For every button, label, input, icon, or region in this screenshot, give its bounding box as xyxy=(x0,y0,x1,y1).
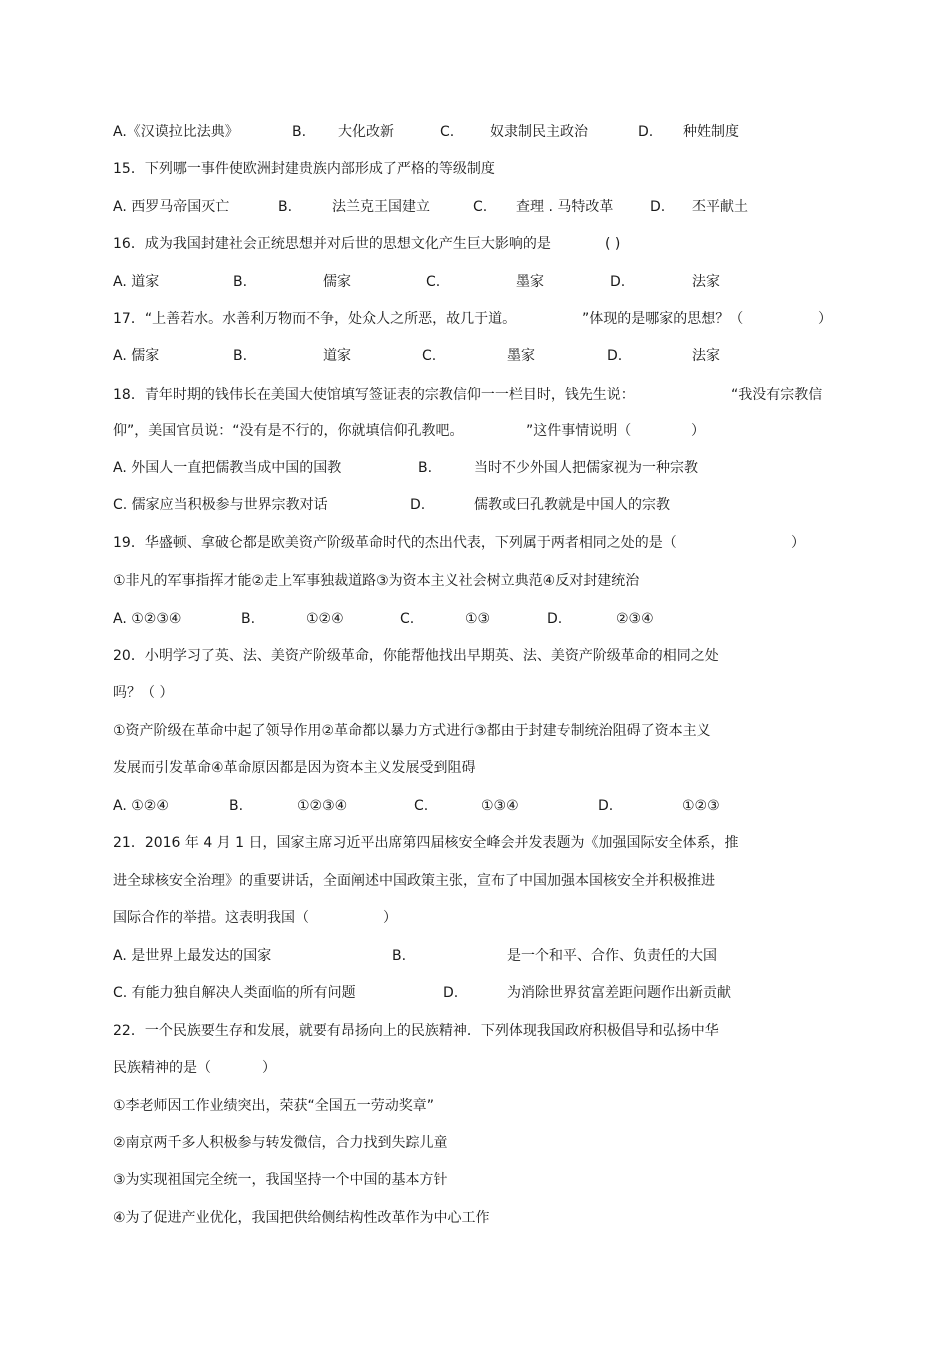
option-part: D. xyxy=(610,274,626,290)
line-q22-stem-2 xyxy=(0,1057,950,1079)
line-q18-stem-2 xyxy=(0,420,950,442)
question-stem-text: 22．一个民族要生存和发展，就要有昂扬向上的民族精神．下列体现我国政府积极倡导和弘扬中华 xyxy=(113,1023,719,1039)
option-part: A. ①②④ xyxy=(113,798,169,814)
option-part: C. 儒家应当积极参与世界宗教对话 xyxy=(113,497,328,513)
question-stem-text: 16．成为我国封建社会正统思想并对后世的思想文化产生巨大影响的是 xyxy=(113,236,551,252)
option-part: 法兰克王国建立 xyxy=(332,199,430,215)
option-part: D. xyxy=(607,348,623,364)
option-part: 法家 xyxy=(692,348,720,364)
option-part: C. xyxy=(440,124,455,140)
line-q20-stem-2 xyxy=(0,682,950,704)
option-part: D. xyxy=(638,124,654,140)
option-part: 奴隶制民主政治 xyxy=(490,124,588,140)
option-part: D. xyxy=(410,497,426,513)
option-part: C. xyxy=(414,798,429,814)
line-q14-options xyxy=(0,121,950,143)
statement-text: ④为了促进产业优化，我国把供给侧结构性改革作为中心工作 xyxy=(113,1210,490,1226)
option-part: A. ①②③④ xyxy=(113,611,182,627)
line-q19-statements xyxy=(0,570,950,592)
answer-bracket: ） xyxy=(383,910,397,926)
option-part: A. 外国人一直把儒教当成中国的国教 xyxy=(113,460,342,476)
option-part: 法家 xyxy=(692,274,720,290)
option-part: B. xyxy=(418,460,433,476)
question-stem-text: 国际合作的举措。这表明我国（ xyxy=(113,910,309,926)
line-q18-options-1 xyxy=(0,457,950,479)
option-part: D. xyxy=(443,985,459,1001)
line-q16-stem xyxy=(0,233,950,255)
option-part: 当时不少外国人把儒家视为一种宗教 xyxy=(474,460,698,476)
statement-text: ①资产阶级在革命中起了领导作用②革命都以暴力方式进行③都由于封建专制统治阻碍了资本主义 xyxy=(113,723,711,739)
option-part: 丕平献土 xyxy=(692,199,748,215)
line-q20-options xyxy=(0,795,950,817)
line-q18-stem-1 xyxy=(0,384,950,406)
answer-bracket: ） xyxy=(818,311,832,327)
option-part: A. 道家 xyxy=(113,274,160,290)
answer-bracket: ”这件事情说明（ xyxy=(526,423,632,439)
statement-text: 发展而引发革命④革命原因都是因为资本主义发展受到阻碍 xyxy=(113,760,476,776)
question-stem-text: 19．华盛顿、拿破仑都是欧美资产阶级革命时代的杰出代表，下列属于两者相同之处的是（ xyxy=(113,535,677,551)
question-stem-text: 进全球核安全治理》的重要讲话，全面阐述中国政策主张，宣布了中国加强本国核安全并积极推进 xyxy=(113,873,715,889)
line-q22-statement-1 xyxy=(0,1095,950,1117)
option-part: A. 是世界上最发达的国家 xyxy=(113,948,272,964)
option-part: A. 儒家 xyxy=(113,348,160,364)
answer-bracket: ( ) xyxy=(605,236,621,252)
option-part: C. xyxy=(422,348,437,364)
line-q22-stem-1 xyxy=(0,1020,950,1042)
line-q22-statement-4 xyxy=(0,1207,950,1229)
option-part: D. xyxy=(547,611,563,627)
option-part: B. xyxy=(241,611,256,627)
line-q19-stem xyxy=(0,532,950,554)
option-part: 道家 xyxy=(323,348,351,364)
line-q21-options-2 xyxy=(0,982,950,1004)
option-part: 墨家 xyxy=(507,348,535,364)
answer-bracket: ） xyxy=(791,535,805,551)
line-q20-statements-1 xyxy=(0,720,950,742)
option-part: ①③④ xyxy=(481,798,519,814)
question-stem-text: 18．青年时期的钱伟长在美国大使馆填写签证表的宗教信仰一一栏目时，钱先生说： xyxy=(113,387,635,403)
option-part: B. xyxy=(233,274,248,290)
answer-bracket: ） xyxy=(691,423,705,439)
line-q22-statement-2 xyxy=(0,1132,950,1154)
option-part: 查理 . 马特改革 xyxy=(516,199,614,215)
line-q15-stem xyxy=(0,158,950,180)
answer-bracket: “我没有宗教信 xyxy=(731,387,823,403)
line-q20-stem-1 xyxy=(0,645,950,667)
option-part: B. xyxy=(278,199,293,215)
option-part: B. xyxy=(229,798,244,814)
option-part: ①②③ xyxy=(682,798,720,814)
option-part: ①②④ xyxy=(306,611,344,627)
question-stem-text: 21．2016 年 4 月 1 日，国家主席习近平出席第四届核安全峰会并发表题为《加强国际安全体系，推 xyxy=(113,835,739,851)
answer-bracket: ”体现的是哪家的思想？（ xyxy=(582,311,744,327)
line-q16-options xyxy=(0,271,950,293)
question-stem-text: 17．“上善若水。水善利万物而不争，处众人之所恶，故几于道。 xyxy=(113,311,517,327)
statement-text: ①非凡的军事指挥才能②走上军事独裁道路③为资本主义社会树立典范④反对封建统治 xyxy=(113,573,640,589)
option-part: ①②③④ xyxy=(297,798,348,814)
option-part: 为消除世界贫富差距问题作出新贡献 xyxy=(507,985,731,1001)
line-q20-statements-2 xyxy=(0,757,950,779)
question-stem-text: 20．小明学习了英、法、美资产阶级革命，你能帮他找出早期英、法、美资产阶级革命的相同之处 xyxy=(113,648,719,664)
option-part: C. 有能力独自解决人类面临的所有问题 xyxy=(113,985,356,1001)
line-q18-options-2 xyxy=(0,494,950,516)
option-part: C. xyxy=(473,199,488,215)
line-q21-options-1 xyxy=(0,945,950,967)
option-part: 大化改新 xyxy=(338,124,394,140)
statement-text: ③为实现祖国完全统一，我国坚持一个中国的基本方针 xyxy=(113,1172,448,1188)
statement-text: ②南京两千多人积极参与转发微信，合力找到失踪儿童 xyxy=(113,1135,448,1151)
question-stem-text: 吗？（ ） xyxy=(113,685,174,701)
line-q19-options xyxy=(0,608,950,630)
option-part: 儒教或曰孔教就是中国人的宗教 xyxy=(474,497,670,513)
line-q21-stem-1 xyxy=(0,832,950,854)
line-q21-stem-2 xyxy=(0,870,950,892)
question-stem-text: 民族精神的是（ xyxy=(113,1060,211,1076)
option-part: B. xyxy=(233,348,248,364)
line-q17-stem xyxy=(0,308,950,330)
option-part: 是一个和平、合作、负责任的大国 xyxy=(507,948,717,964)
line-q22-statement-3 xyxy=(0,1169,950,1191)
option-part: ①③ xyxy=(465,611,491,627)
line-q17-options xyxy=(0,345,950,367)
question-stem-text: 15．下列哪一事件使欧洲封建贵族内部形成了严格的等级制度 xyxy=(113,161,495,177)
option-part: 墨家 xyxy=(516,274,544,290)
line-q15-options xyxy=(0,196,950,218)
option-part: ②③④ xyxy=(616,611,654,627)
option-part: A.《汉谟拉比法典》 xyxy=(113,124,239,140)
option-part: D. xyxy=(598,798,614,814)
option-part: C. xyxy=(426,274,441,290)
line-q21-stem-3 xyxy=(0,907,950,929)
option-part: D. xyxy=(650,199,666,215)
statement-text: ①李老师因工作业绩突出，荣获“全国五一劳动奖章” xyxy=(113,1098,435,1114)
option-part: B. xyxy=(392,948,407,964)
answer-bracket: ） xyxy=(262,1060,276,1076)
option-part: 儒家 xyxy=(323,274,351,290)
option-part: B. xyxy=(292,124,307,140)
option-part: C. xyxy=(400,611,415,627)
option-part: 种姓制度 xyxy=(683,124,739,140)
question-stem-text: 仰”，美国官员说：“没有是不行的，你就填信仰孔教吧。 xyxy=(113,423,464,439)
option-part: A. 西罗马帝国灭亡 xyxy=(113,199,230,215)
